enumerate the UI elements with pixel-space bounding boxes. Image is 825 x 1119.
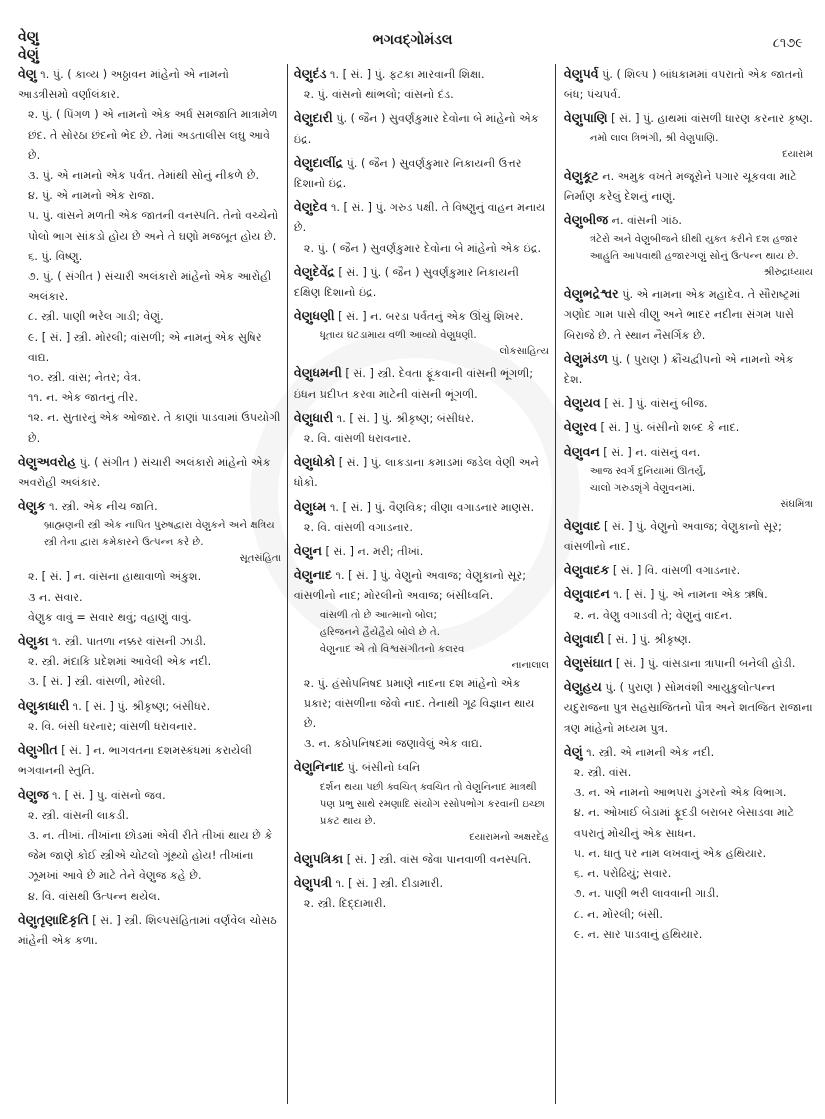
sense: ૬. ન. પરોઢિયું; સવાર. — [573, 867, 672, 881]
headword: વેણુઅવરોહ — [18, 453, 77, 469]
headword: વેણુહય — [563, 679, 602, 695]
sense: ૨. પું. વાંસનો થાંભલો; વાંસનો દંડ. — [303, 88, 454, 102]
headword: વેણુધારી — [293, 409, 334, 425]
dictionary-entry — [294, 873, 549, 914]
sense: ૧. [ સં. ] સ્ત્રી. દીડામારી. — [335, 876, 444, 890]
sense: ૧૦. સ્ત્રી. વાંસ; નેતર; વેત્ર. — [28, 371, 142, 385]
dictionary-entry — [294, 849, 549, 870]
sense: ૫. પું. વાંસને મળતી એક જાતની વનસ્પતિ. તેનો વચ્ચેનો પોલો ભાગ સાંકડો હોય છે અને તે ઘણો મજબૂત હોય છે. — [28, 209, 279, 243]
entry-first-line — [564, 393, 813, 414]
entry-first-line — [564, 560, 813, 581]
dictionary-entry — [18, 496, 281, 628]
entry-first-line — [564, 653, 813, 674]
sense: પું. ( જૈન ) સુવર્ણકુમાર નિકાયની ઉત્તર દિશાનો ઇંદ્ર. — [293, 156, 522, 191]
quote-source: સૂતસંહિતા — [239, 553, 281, 565]
dictionary-entry — [294, 108, 549, 149]
quotation: વાંસળી તો છે આત્માનો બોલ; — [319, 609, 437, 621]
headword: વેણુદેવ — [293, 199, 328, 215]
sense: ૧. [ સં. ] પું. એ નામના એક ઋષિ. — [613, 588, 768, 602]
sense: ૩. ન. તીખાં. તીખાંના છોડમાં એવી રીતે તીખાં થાય છે કે જેમ જાણે કોઈ સ્ત્રીએ ચોટલો ગૂંથ્યો હોય! તીખાંના ઝૂમખાં આવે છે માટે તેને વેણુજ કહે છે. — [28, 828, 273, 883]
sense: ૧. સ્ત્રી. એ નામની એક નદી. — [586, 745, 715, 759]
quote-source: દયારામનો અક્ષરદેહ — [469, 831, 549, 843]
sense: [ સં. ] પું. વાંસડાના ત્રાપાની બનેલી હોડી. — [615, 657, 796, 671]
headword: વેણુવાદક — [563, 562, 610, 578]
sense: ૩. ન. એ નામનો આભપરા ડુંગરનો એક વિભાગ. — [573, 786, 787, 800]
headword: વેણુગીત — [18, 742, 58, 758]
headword: વેણુપત્રિકા — [293, 850, 344, 866]
entry-first-line — [564, 584, 813, 605]
sense: ૪. પું. એ નામનો એક રાજા. — [28, 189, 155, 203]
sense: ૧. [ સં. ] પું. શ્રીકૃષ્ણ; બંસીધર. — [72, 699, 211, 713]
quotation: ત્રંટેરો અને વેણુબીજને ઘીથી યુક્ત કરીને દશ હજાર આહુતિ આપવાથી હજારગણું સોનું ઉત્પન્ન થાય છે. — [589, 234, 799, 263]
sense: ૨. વિ. વાંસળી વગાડનાર. — [303, 520, 413, 534]
entry-first-line — [564, 210, 813, 231]
sense: પું. ( જૈન ) સુવર્ણકુમાર દેવોના બે માંહેનો એક ઇંદ્ર. — [293, 112, 539, 146]
sense: ૨. પું. ( જૈન ) સુવર્ણકુમાર દેવોના બે માંહેનો એક ઇંદ્ર. — [303, 241, 542, 255]
dictionary-entry — [294, 306, 549, 360]
headword: વેણુધમની — [293, 365, 342, 381]
dictionary-entry — [294, 197, 549, 259]
sense: ૭. ન. પાણી ભરી લાવવાની ગાડી. — [573, 887, 720, 901]
headword: વેણુધોકો — [293, 454, 336, 470]
headword: વેણુક — [18, 498, 46, 514]
dictionary-entry — [564, 64, 813, 105]
entry-first-line — [294, 262, 549, 303]
dictionary-entry — [294, 565, 549, 754]
sense: ૨. સ્ત્રી. મંદાકિ પ્રદેશમાં આવેલી એક નદી. — [28, 655, 212, 669]
dictionary-entry — [18, 740, 281, 781]
sense: ૨. સ્ત્રી. વાંસ. — [573, 766, 632, 780]
entry-first-line — [294, 306, 549, 327]
headword: વેણુપાણિ — [563, 110, 608, 126]
sense: [ સં. ] પું. વેણુનો અવાજ; વેણુકાનો સૂર; વાંસળીનો નાદ. — [563, 519, 782, 554]
page-header — [0, 14, 825, 64]
sense: વેણુક વાવું = સવાર થવું; વહાણું વાવું. — [28, 610, 192, 624]
entry-first-line — [564, 64, 813, 105]
headword: વેણુવાદ — [563, 517, 601, 533]
entry-first-line — [564, 742, 813, 763]
headword: વેણુકાધારી — [18, 697, 70, 713]
quote-source: લોકસાહિત્ય — [499, 346, 549, 358]
headword: વેણુનાદ — [293, 567, 332, 583]
dictionary-entry — [294, 153, 549, 194]
sense: ૧. [ સં. ] પું. ગરુડ પક્ષી. તે વિષ્ણુનું વાહન મનાય છે. — [293, 201, 546, 235]
sense: ૧. [ સં. ] પું. ફટકા મારવાની શિક્ષા. — [330, 68, 485, 81]
entry-first-line — [18, 452, 281, 493]
sense: પું. ( સંગીત ) સંચારી અલંકારો માંહેનો એક અવરોહી અલંકાર. — [18, 455, 271, 490]
entry-first-line — [564, 349, 813, 390]
entry-first-line — [564, 284, 813, 346]
entry-first-line — [294, 363, 549, 404]
sense: [ સં. ] ન. વાંસનું વન. — [603, 445, 701, 459]
sense: ૧. [ સં. ] પુ. વાંસનો જવ. — [52, 788, 166, 802]
dictionary-entry — [564, 166, 813, 207]
sense: ન. વાંસની ગાંઠ. — [611, 214, 682, 228]
dictionary-entry — [564, 629, 813, 650]
sense: પું. એ નામના એક મહાદેવ. તે સૌરાષ્ટ્રમાં ગણોદ ગામ પાસે વીણુ અને ભાદર નદીના સંગમ પાસે બિરાજે છે. તે સ્થાન નૈસર્ગિક છે. — [563, 288, 801, 342]
sense: ૨. પું. હંસોપનિષદ પ્રમાણે નાદના દશ માંહેનો એક પ્રકાર; વાંસળીના જેવો નાદ. તેનાથી ગૂઢ વિજ્ઞાન થાય છે. — [303, 676, 535, 731]
entry-first-line — [294, 153, 549, 194]
dictionary-entry — [564, 560, 813, 581]
sense: ૭. પું. ( સંગીત ) સંચારી અલંકારો માંહેનો એક આરોહી અલંકાર. — [28, 270, 272, 304]
sense: [ સં. ] પું. લાકડાના કમાડમાં જડેલ વેણી અને ધોકો. — [293, 456, 539, 490]
quotation: ધૂતાય ઘટડામાય વળી આવ્યો વેણુધણી. — [319, 330, 477, 342]
sense: ૪. વિ. વાંસથી ઉત્પન્ન થયેલ. — [28, 889, 161, 903]
entry-first-line — [564, 516, 813, 557]
headword: વેણુબીજ — [563, 212, 609, 228]
sense: પું. ( પુરાણ ) ક્રૌંચદ્વીપનો એ નામનો એક દેશ. — [563, 352, 794, 387]
headword: વેણુદંડ — [293, 66, 327, 81]
dictionary-entry — [564, 442, 813, 513]
headword: વેણુપર્વ — [563, 66, 599, 81]
columns — [18, 64, 813, 1104]
headword: વેણુયવ — [563, 395, 601, 411]
dictionary-entry — [18, 785, 281, 907]
entry-first-line — [18, 910, 281, 951]
entry-first-line — [294, 108, 549, 149]
sense: ૩ ન. સવાર. — [28, 590, 83, 604]
sense: ૮. ન. મોરલી; બંસી. — [573, 907, 663, 921]
column-1 — [18, 64, 288, 1104]
sense: ૧. સ્ત્રી. એક નીચ જાતિ. — [49, 500, 158, 514]
headword: વેણુતૃણાદિકૃતિ — [18, 911, 89, 927]
headword: વેણુકૂટ — [563, 167, 599, 183]
entry-first-line — [564, 166, 813, 207]
sense: ૩. [ સં. ] સ્ત્રી. વાંસળી, મોરલી. — [28, 675, 166, 689]
entry-first-line — [564, 417, 813, 438]
sense: ૪. ન. ઓખાઈ બેડામાં ફૂદડી બરાબર બેસાડવા માટે વપરાતું મોચીનું એક સાધન. — [573, 806, 795, 840]
sense: [ સં. ] પું. હાથમાં વાંસળી ધારણ કરનાર કૃષ્ણ. — [611, 112, 813, 126]
sense: ૧૨. ન. સુતારનું એક ઓજાર. તે કાણાં પાડવામાં ઉપયોગી છે. — [28, 411, 281, 445]
entry-first-line — [18, 631, 281, 652]
sense: ૧. [ સં. ] પું. શ્રીકૃષ્ણ; બંસીધર. — [336, 411, 475, 425]
sense: ૧. [ સં. ] પું. વૈણવિક; વીણા વગાડનાર માણસ. — [329, 500, 535, 514]
dictionary-entry — [294, 363, 549, 404]
quotation: વેણુનાદ એ તો વિશ્વસંગીતનો કલરવ — [319, 643, 465, 655]
dictionary-entry — [564, 393, 813, 414]
guide-word-first: વેણુ — [18, 29, 39, 45]
dictionary-entry — [294, 541, 549, 562]
quotation: બ્રાહ્મણની સ્ત્રી એક નાપિત પુરુષદ્વારા વેણુકને અને ક્ષત્રિય સ્ત્રી તેના દ્વારા કમેકારને ઉત્પન્ન કરે છે. — [44, 520, 275, 549]
sense: [ સં. ] પું. ( જૈન ) સુવર્ણકુમાર નિકાયની દક્ષિણ દિશાનો ઇંદ્ર. — [293, 265, 519, 300]
page-number: ૮૧૭૯ — [772, 36, 803, 51]
dictionary-entry — [564, 349, 813, 390]
sense: [ સં. ] સ્ત્રી. શિલ્પસંહિતામાં વર્ણવેલ ચોસઠ માંહેની એક કળા. — [18, 913, 277, 947]
dictionary-entry — [564, 417, 813, 438]
quote-source: નાનાલાલ — [511, 659, 549, 671]
sense: [ સં. ] સ્ત્રી. દેવતા ફૂંકવાની વાંસની ભૂંગળી; ઇંધન પ્રદીપ્ત કરવા માટેની વાંસની ભૂંગળી. — [293, 367, 534, 401]
sense: ૨. પું. ( પિંગળ ) એ નામનો એક અર્ધ સમજાતિ માત્રામેળ છંદ. તે સોરઠા છંદનો ભેદ છે. તેમાં અડતાલીસ લઘુ આવે છે. — [28, 108, 278, 162]
entry-first-line — [294, 873, 549, 894]
dictionary-entry — [294, 497, 549, 538]
entry-first-line — [18, 785, 281, 806]
headword: વેણુમંડળ — [563, 350, 609, 366]
sense: ૨. વિ. બંસી ધરનાર; વાંસળી ધરાવનાર. — [28, 719, 197, 733]
sense: ૨. વિ. વાંસળી ધરાવનાર. — [303, 432, 412, 446]
dictionary-entry — [294, 452, 549, 493]
quotation: હરિજનને હૈયેહૈયે બોલે છે તે. — [319, 626, 440, 638]
guide-word-last: વેણું — [18, 47, 39, 63]
entry-first-line — [294, 452, 549, 493]
sense: ૨. સ્ત્રી. દિદ્દામારી. — [303, 897, 387, 911]
quotation: આજ સ્વર્ગ દુનિયામાં ઊતર્યું, — [589, 465, 707, 477]
dictionary-entry — [294, 757, 549, 845]
sense: ૧. સ્ત્રી. પાતળા નક્કર વાંસની ઝાડી. — [52, 635, 207, 649]
dictionary-entry — [294, 408, 549, 449]
dictionary-entry — [564, 108, 813, 162]
sense: ૨. સ્ત્રી. વાંસની લાકડી. — [28, 808, 129, 822]
dictionary-entry — [564, 653, 813, 674]
sense: ૨. ન. વેણુ વગાડવી તે; વેણુનું વાદન. — [573, 608, 733, 622]
sense: ૯. ન. સાર પાડવાનું હથિયાર. — [573, 927, 703, 941]
sense: [ સં. ] પું. શ્રીકૃષ્ણ. — [607, 632, 692, 646]
sense: ૮. સ્ત્રી. પાણી ભરેલ ગાડી; વેણું. — [28, 310, 164, 324]
entry-first-line — [18, 64, 281, 105]
dictionary-entry — [18, 696, 281, 737]
headword: વેણુરવ — [563, 419, 597, 435]
quotation: દર્શન થયા પછી ક્વચિત્ ક્વચિત તો વેણુનિનાદ માત્રથી પણ પ્રભુ સાથે રમણાદિ સંયોગ રસોપભોગ કરવાની ઇચ્છા પ્રકટ થાય છે. — [319, 781, 545, 827]
dictionary-entry — [18, 64, 281, 449]
headword: વેણુદાલીંદ્ર — [293, 154, 344, 170]
headword: વેણુધણી — [293, 308, 335, 324]
page-title: ભગવદ્ગોમંડલ — [372, 32, 453, 48]
quote-source: દયારામ — [782, 148, 813, 160]
dictionary-entry — [564, 584, 813, 625]
entry-first-line — [564, 442, 813, 463]
dictionary-entry — [564, 516, 813, 557]
dictionary-entry — [18, 452, 281, 493]
sense: પું. ( પુરાણ ) સોમવંશી આયુકુલોત્પન્ન યદુરાજના પુત્ર સહસ્રાજિતનો પૌત્ર અને શતજિત રાજાના ત્રણ માંહેનો મધ્યમ પુત્ર. — [563, 681, 813, 735]
quote-source: સંઘમિત્રા — [780, 498, 813, 510]
sense: ૧૧. ન. એક જાતનું તીર. — [28, 391, 138, 405]
sense: ૧. [ સં. ] પું. વેણુનો અવાજ; વેણુકાનો સૂર; વાંસળીનો નાદ; મોરલીનો અવાજ; બંસીધ્વનિ. — [293, 569, 527, 603]
sense: ન. અમુક વખતે મજૂરોને પગાર ચૂકવવા માટે નિર્માણ કરેલું દેશનું નાણું. — [563, 169, 797, 203]
entry-first-line — [18, 740, 281, 781]
quotation: નમો લાલ ત્રિભંગી, શ્રી વેણુપાણિ. — [589, 132, 719, 144]
headword: વેણુન — [293, 543, 322, 559]
sense: [ સં. ] વિ. વાંસળી વગાડનાર. — [612, 564, 741, 578]
sense: ૨. [ સં. ] ન. વાંસના હાથાવાળો અંકુશ. — [28, 570, 202, 584]
entry-first-line — [294, 541, 549, 562]
sense: પું. ( શિલ્પ ) બાંધકામમાં વપરાતો એક જાતનો બંધ; પંચપર્વ. — [563, 68, 804, 102]
headword: વેણુવન — [563, 443, 600, 459]
headword: વેણુધ્મ — [293, 498, 327, 514]
headword: વેણુવાદી — [563, 630, 605, 646]
sense: ૩. ન. કઠોપનિષદમાં જણાવેલું એક વાદ્ય. — [303, 737, 483, 751]
entry-first-line — [294, 497, 549, 518]
dictionary-entry — [564, 677, 813, 739]
entry-first-line — [564, 629, 813, 650]
dictionary-entry — [564, 742, 813, 945]
column-2 — [288, 64, 556, 1104]
entry-first-line — [18, 696, 281, 717]
headword: વેણુનિનાદ — [293, 759, 345, 775]
entry-first-line — [294, 757, 549, 778]
entry-first-line — [564, 108, 813, 129]
sense: [ સં. ] સ્ત્રી. વાંસ જેવા પાનવાળી વનસ્પતિ. — [346, 852, 532, 866]
dictionary-entry — [294, 64, 549, 105]
sense: ૧. પું. ( કાવ્ય ) અઠ્ઠાવન માંહેનો એ નામનો આડત્રીસમો વર્ણાલંકાર. — [18, 68, 229, 102]
sense: ૩. પું. એ નામનો એક પર્વત. તેમાંથી સોનું નીકળે છે. — [28, 169, 260, 183]
headword: વેણુદેવેંદ્ર — [293, 263, 335, 279]
dictionary-entry — [564, 210, 813, 281]
dictionary-entry — [18, 910, 281, 951]
sense: ૯. [ સં. ] સ્ત્રી. મોરલી; વાંસળી; એ નામનું એક સુષિર વાદ્ય. — [28, 330, 262, 364]
sense: [ સં. ] ન. ભાગવતના દશમસ્કંધમાં કરાયેલી ભગવાનની સ્તુતિ. — [18, 744, 252, 778]
dictionary-entry — [18, 631, 281, 693]
headword: વેણુભદ્રેશ્વર — [563, 286, 619, 302]
column-3 — [556, 64, 813, 1104]
sense: ૬. પું. વિષ્ણુ. — [28, 249, 83, 263]
headword: વેણુસંઘાત — [563, 655, 613, 671]
headword: વેણુ — [18, 66, 37, 81]
headword: વેણુકા — [18, 633, 49, 649]
dictionary-entry — [294, 262, 549, 303]
entry-first-line — [294, 408, 549, 429]
quotation: ચાલો ગરુડશૃંગે વેણુવનમાં. — [589, 482, 696, 494]
headword: વેણુપત્રી — [293, 874, 332, 890]
entry-first-line — [294, 565, 549, 606]
entry-first-line — [294, 197, 549, 238]
entry-first-line — [18, 496, 281, 517]
entry-first-line — [294, 64, 549, 85]
headword: વેણું — [563, 743, 583, 759]
entry-first-line — [564, 677, 813, 739]
sense: [ સં. ] પું. વાંસનું બીજ. — [604, 397, 708, 411]
quote-source: શ્રીરુદ્રાધ્યાય — [763, 267, 813, 279]
headword: વેણુવાદન — [563, 586, 610, 602]
sense: [ સં. ] પું. બંસીનો શબ્દ કે નાદ. — [600, 421, 740, 435]
headword: વેણુદારી — [293, 110, 333, 126]
sense: [ સં. ] ન. બરડા પર્વતનું એક ઊંચું શિખર. — [338, 310, 524, 324]
headword: વેણુજ — [18, 786, 49, 802]
sense: [ સં. ] ન. મરી; તીખાં. — [325, 545, 424, 559]
sense: ૫. ન. ધાતુ પર નામ લખવાનું એક હથિયાર. — [573, 846, 767, 860]
entry-first-line — [294, 849, 549, 870]
dictionary-entry — [564, 284, 813, 346]
sense: પું. બંસીનો ધ્વનિ — [347, 761, 421, 775]
